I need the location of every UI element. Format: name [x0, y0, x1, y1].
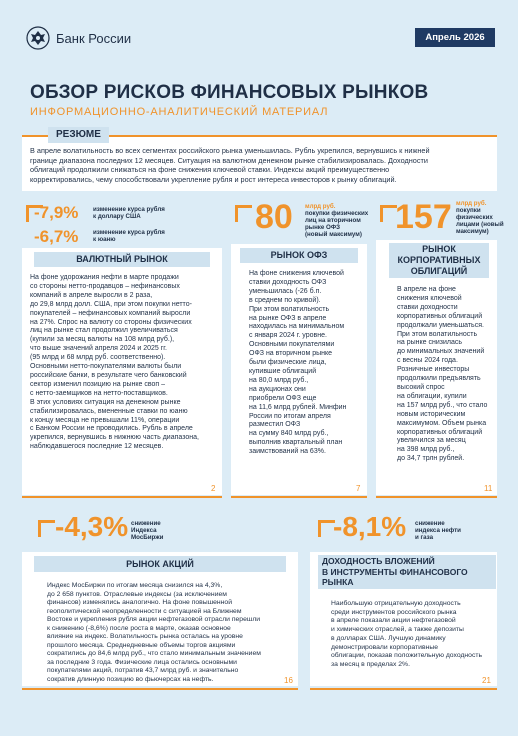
stocks-line: Востоке и укрепления рубля акции нефтегазовой отрасли перешли [47, 616, 261, 623]
corp-bottom-line [376, 496, 497, 498]
stocks-line: покупателями акций, потратив 43,7 млрд руб. и значительно [47, 667, 239, 674]
returns-line: среди инструментов российского рынка [331, 608, 457, 616]
returns-line: демонстрировали корпоративные [331, 643, 438, 651]
corp-stat-label-line: физических [456, 214, 493, 221]
corp-title-line: КОРПОРАТИВНЫХ [397, 255, 481, 265]
fx-stat2-label-line: изменение курса рубля [93, 229, 165, 236]
returns-body [331, 600, 496, 670]
ofz-line: России по итогам апреля [249, 412, 331, 420]
fx-stat1-value: -7,9% [34, 203, 79, 222]
returns-stat-label-line: и газа [415, 534, 434, 541]
fx-stat2-label [93, 229, 165, 243]
corp-body [397, 286, 497, 464]
ofz-line: на 80,0 млрд руб., [249, 376, 309, 384]
corp-line: до 34,7 трлн рублей. [397, 455, 465, 463]
returns-title-line: В ИНСТРУМЕНТЫ ФИНАНСОВОГО [322, 566, 468, 577]
corp-line: снижения ключевой [397, 294, 462, 302]
ofz-stat-label [305, 210, 368, 238]
resume-line: облигаций продолжили снижаться на фоне снижения ключевой ставки. Индексы акций преимущественно [30, 165, 390, 175]
returns-line: облигации, показав положительную доходность [331, 652, 482, 660]
corp-line: высокий спрос [397, 383, 445, 391]
corp-line: При этом волатильность [397, 330, 478, 338]
fx-stat2-value: -6,7% [34, 227, 79, 246]
fx-line: с нетто-заемщиков на нетто-поставщиков. [30, 389, 168, 397]
corp-stat-label-line: максимум) [456, 228, 489, 235]
corp-line: новым историческим [397, 410, 466, 418]
corp-line: продолжали уменьшаться. [397, 321, 484, 329]
corp-line: на 398 млрд руб., [397, 446, 455, 454]
ofz-body [249, 270, 367, 457]
fx-line: к концу месяца не превышали 11%, операции [30, 416, 180, 424]
fx-line: на 27%. Спрос на валюту со стороны физических [30, 318, 192, 326]
fx-line: с Банком России не проводились. Рубль в апреле [30, 425, 193, 433]
corp-stat-value: 157 [395, 198, 452, 236]
ofz-line: На фоне снижения ключевой [249, 270, 344, 277]
returns-title-line: ДОХОДНОСТЬ ВЛОЖЕНИЙ [322, 556, 435, 566]
returns-line: в апреле показали акции нефтегазовой [331, 617, 456, 625]
date-badge: Апрель 2026 [415, 28, 495, 47]
ofz-line: купившие облигаций [249, 367, 317, 375]
stocks-line: финансов) изменялись аналогично. На фоне повышенной [47, 599, 232, 606]
corp-line: увеличился за месяц [397, 437, 466, 445]
ofz-stat-label-line: покупки физических [305, 210, 369, 217]
corp-title-line: ОБЛИГАЦИЙ [410, 266, 468, 276]
corp-line: на облигации, купили [397, 392, 467, 400]
stocks-line: Индекс МосБиржи по итогам месяца снизился на 4,3%, [47, 582, 223, 589]
ofz-line: были физические лица, [249, 359, 327, 367]
fx-line: сектор изменил позицию на рынке своп – [30, 380, 165, 388]
corp-line: В апреле на фоне [397, 286, 456, 293]
corp-line: Розничные инвесторы [397, 366, 470, 374]
ofz-stat-unit: млрд руб. [305, 203, 336, 210]
ofz-line: приобрели ОФЗ еще [249, 394, 317, 402]
fx-title: ВАЛЮТНЫЙ РЫНОК [34, 252, 210, 267]
ofz-line: Основными покупателями [249, 341, 335, 349]
ofz-line: ОФЗ на вторичном рынке [249, 350, 333, 358]
returns-stat-label-line: снижение [415, 520, 445, 527]
resume-tag: РЕЗЮМЕ [48, 127, 109, 143]
fx-line: со стороны нетто-продавцов – нефинансовых [30, 282, 180, 290]
ofz-line: на 11,6 млрд рублей. Минфин [249, 403, 347, 411]
returns-stat-label-line: индекса нефти [415, 527, 461, 534]
stocks-stat-label-line: Индекса [131, 527, 157, 534]
bank-name: Банк России [56, 31, 132, 46]
fx-stat1-label-line: к доллару США [93, 213, 141, 220]
ofz-title: РЫНОК ОФЗ [240, 248, 358, 263]
fx-line: На фоне удорожания нефти в марте продажи [30, 274, 179, 281]
corp-line: ставки доходности [397, 303, 458, 311]
fx-line: наблюдавшегося последние 12 месяцев. [30, 443, 164, 451]
returns-line: за месяц в пределах 2%. [331, 660, 410, 668]
ofz-line: ставки доходность ОФЗ [249, 278, 327, 286]
ofz-line: разместил ОФЗ [249, 421, 301, 429]
corp-line: максимумом. Объем рынка [397, 419, 487, 427]
stocks-stat-value: -4,3% [55, 511, 129, 542]
corp-line: с весны 2024 года. [397, 357, 458, 365]
fx-stat1-label-line: изменение курса рубля [93, 206, 165, 213]
fx-bottom-line [22, 496, 222, 498]
stocks-corner-accent [38, 520, 55, 537]
ofz-stat-label-line: рынке ОФЗ [305, 224, 341, 231]
stocks-title: РЫНОК АКЦИЙ [34, 556, 286, 572]
ofz-line: с января 2024 г. уровне. [249, 332, 327, 340]
corp-line: корпоративных облигаций [397, 428, 483, 436]
stocks-bottom-line [22, 688, 298, 690]
stocks-line: геополитической неопределенности с ситуацией на Ближнем [47, 607, 242, 615]
fx-line: российские банки, в результате чего банковский [30, 371, 187, 379]
fx-line: (95 млрд и 68 млрд руб. соответственно). [30, 354, 166, 362]
ofz-line: в среднем по кривой). [249, 296, 321, 304]
page-subtitle: ИНФОРМАЦИОННО-АНАЛИТИЧЕСКИЙ МАТЕРИАЛ [30, 106, 329, 118]
fx-line: покупателей – нефинансовых компаний выросли [30, 309, 191, 317]
fx-stat2-label-line: к юаню [93, 236, 116, 243]
resume-line: границе диапазона последних 12 месяцев. Ситуация на валютном денежном рынке стабилизировалась. Доходности [30, 155, 428, 165]
fx-line: (купили за месяц валюты на 108 млрд руб.), [30, 336, 175, 344]
ofz-page-number[interactable]: 7 [356, 484, 361, 493]
ofz-line: на рынке ОФЗ в апреле [249, 314, 327, 322]
stocks-line: до 2 658 пунктов. Отраслевые индексы (за исключением [47, 590, 227, 598]
fx-body [30, 274, 220, 452]
corp-stat-label [456, 207, 504, 235]
returns-line: Наибольшую отрицательную доходность [331, 600, 461, 607]
ofz-line: находилась на минимальном [249, 323, 345, 331]
fx-line: В этих условиях ситуация на денежном рынке [30, 398, 181, 406]
fx-line: что выше значений апреля 2024 и 2025 гг. [30, 345, 167, 353]
ofz-bottom-line [231, 496, 367, 498]
stocks-stat-label-line: снижение [131, 520, 161, 527]
ofz-stat-label-line: (новый максимум) [305, 231, 362, 238]
ofz-line: заимствований на 63%. [249, 448, 326, 456]
returns-stat-value: -8,1% [333, 511, 407, 542]
bank-eagle-logo-icon [26, 26, 50, 50]
corp-title-line: РЫНОК [422, 244, 456, 254]
corp-page-number[interactable]: 11 [484, 484, 493, 493]
fx-page-number[interactable]: 2 [211, 484, 216, 493]
returns-title [318, 555, 496, 589]
stocks-page-number[interactable]: 16 [284, 676, 293, 685]
ofz-line: уменьшилась (-26 б.п. [249, 287, 322, 295]
ofz-line: на сумму 840 млрд руб., [249, 430, 329, 438]
resume-line: В апреле волатильность во всех сегментах российского рынка уменьшилась. Рубль укрепился, вернувшись к нижней [30, 146, 430, 155]
returns-title-line: РЫНКА [322, 577, 354, 587]
corp-line: до минимальных значений [397, 348, 485, 356]
stocks-line: сократив длинную позицию во фьючерсах на нефть. [47, 675, 214, 683]
fx-line: стабилизировалась, вмененные ставки по юаню [30, 407, 188, 415]
page-title: ОБЗОР РИСКОВ ФИНАНСОВЫХ РЫНКОВ [30, 82, 429, 103]
corp-line: продолжили предъявлять [397, 375, 481, 383]
fx-line: укрепился, вернувшись в нижнюю часть диапазона, [30, 434, 199, 442]
corp-title [389, 243, 489, 278]
ofz-line: При этом волатильность [249, 305, 330, 313]
ofz-corner-accent [235, 205, 252, 222]
ofz-line: на аукционах они [249, 385, 306, 393]
stocks-line: сократились до 84,6 млрд руб., что стало минимальным значением [47, 650, 261, 657]
fx-line: Основными нетто-покупателями валюты были [30, 363, 182, 371]
corp-stat-label-line: лицами (новый [456, 221, 504, 228]
fx-line: компаний в апреле выросли в 2 раза, [30, 291, 153, 299]
stocks-line: прошлого месяца. Среднедневные объемы торгов акциями [47, 641, 236, 649]
ofz-line: выполнив квартальный план [249, 439, 343, 447]
stocks-body [47, 582, 297, 684]
ofz-stat-label-line: лиц на вторичном [305, 217, 361, 224]
corp-stat-unit: млрд руб. [456, 200, 487, 207]
stocks-stat-label-line: МосБиржи [131, 534, 164, 541]
resume-line: корректировались, чему способствовали укрепление рубля и рост интереса инвесторов к рынку облигаций. [30, 174, 397, 184]
corp-line: на рынке снизилась [397, 339, 462, 347]
fx-line: до 29,8 млрд долл. США, при этом покупки нетто- [30, 300, 192, 308]
returns-line: в долларах США. Лучшую динамику [331, 634, 446, 642]
returns-bottom-line [310, 688, 497, 690]
stocks-line: за последние 3 года. Физические лица остались основными [47, 658, 237, 666]
returns-page-number[interactable]: 21 [482, 676, 491, 685]
returns-line: и химических отраслей, а также депозиты [331, 626, 464, 634]
ofz-stat-value: 80 [255, 198, 293, 236]
stocks-stat-label [131, 520, 163, 541]
stocks-line: влияние на индекс. Волатильность рынка осталась на уровне [47, 633, 243, 640]
resume-text [30, 146, 490, 184]
corp-stat-label-line: покупки [456, 207, 481, 214]
returns-stat-label [415, 520, 461, 541]
fx-stat1-label [93, 206, 165, 220]
stocks-line: к снижению (-8,6%) после роста в марте, оказав основное [47, 624, 231, 632]
corp-line: на 157 млрд руб., что стало [397, 401, 488, 409]
fx-line: лиц на рынке стал продолжил увеличиваться [30, 327, 178, 335]
corp-line: корпоративных облигаций [397, 312, 483, 320]
